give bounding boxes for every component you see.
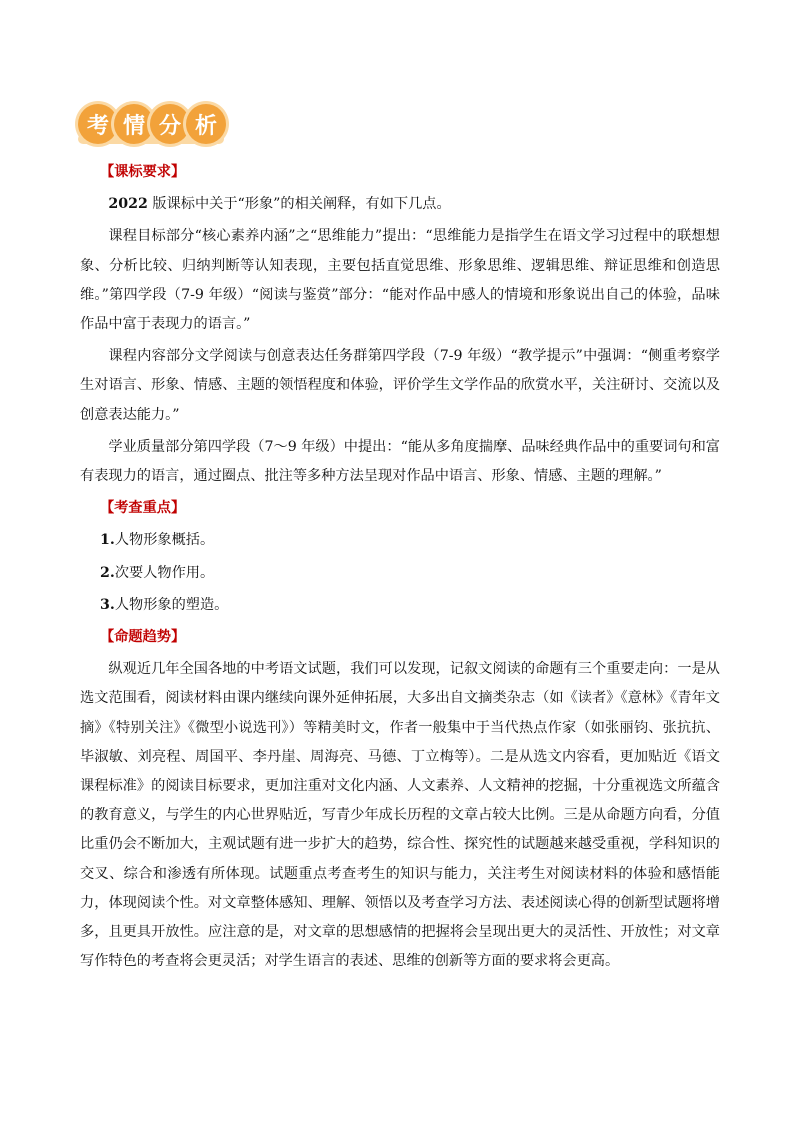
section-title-focus: 【考查重点】: [100, 500, 186, 517]
section-title-standard: 【课标要求】: [100, 164, 186, 180]
standard-paragraph-3: 学业质量部分第四学段（7～9 年级）中提出：“能从多角度揣摩、品味经典作品中的重要词句和富有表现力的语言，通过圈点、批注等多种方法呈现对作品中语言、形象、情感、主题的理解。”: [80, 438, 720, 485]
standard-intro: [80, 190, 720, 219]
main-content: [80, 156, 720, 979]
focus-item-number: 2.: [100, 564, 115, 581]
badge-char-3: 分: [150, 104, 190, 144]
focus-item-text: 人物形象的塑造。: [114, 596, 229, 613]
standard-intro-text: 版课标中关于“形象”的相关阐释，有如下几点。: [147, 196, 451, 213]
focus-item: [80, 591, 720, 620]
standard-paragraph-2: 课程内容部分文学阅读与创意表达任务群第四学段（7-9 年级）“教学提示”中强调：“侧重考察学生对语言、形象、情感、主题的领悟程度和体验，评价学生文学作品的欣赏水平，关注研讨、交流以及创意表达能力。”: [80, 348, 720, 423]
focus-item: [80, 559, 720, 588]
standard-intro-year: 2022: [108, 196, 148, 213]
focus-item-text: 人物形象概括。: [114, 532, 215, 549]
standard-paragraph-1: 课程目标部分“核心素养内涵”之“思维能力”提出：“思维能力是指学生在语文学习过程中的联想想象、分析比较、归纳判断等认知表现，主要包括直觉思维、形象思维、逻辑思维、辩证思维和创造思维。”第四学段（7-9 年级）“阅读与鉴赏”部分：“能对作品中感人的情境和形象说出自己的体验，品味作品中富于表现力的语言。”: [80, 228, 720, 333]
focus-item-text: 次要人物作用。: [114, 564, 215, 581]
focus-item: [80, 526, 720, 555]
focus-item-number: 1.: [100, 532, 115, 549]
badge-char-1: 考: [78, 104, 118, 144]
section-badge: [76, 100, 226, 150]
section-title-trend: 【命题趋势】: [100, 629, 186, 646]
trend-paragraph: 纵观近几年全国各地的中考语文试题，我们可以发现，记叙文阅读的命题有三个重要走向：一是从选文范围看，阅读材料由课内继续向课外延伸拓展，大多出自文摘类杂志（如《读者》《意林》《青年文摘》《特别关注》《微型小说选刊》）等精美时文，作者一般集中于当代热点作家（如张丽钧、张抗抗、毕淑敏、刘亮程、周国平、李丹崖、周海亮、马德、丁立梅等）。二是从选文内容看，更加贴近《语文课程标准》的阅读目标要求，更加注重对文化内涵、人文素养、人文精神的挖掘，十分重视选文所蕴含的教育意义，与学生的内心世界贴近，写青少年成长历程的文章占较大比例。三是从命题方向看，分值比重仍会不断加大，主观试题有进一步扩大的趋势，综合性、探究性的试题越来越受重视，学科知识的交叉、综合和渗透有所体现。试题重点考查考生的知识与能力，关注考生对阅读材料的体验和感悟能力，体现阅读个性。对文章整体感知、理解、领悟以及考查学习方法、表述阅读心得的创新型试题将增多，且更具开放性。应注意的是，对文章的思想感情的把握将会呈现出更大的灵活性、开放性；对文章写作特色的考查将会更灵活；对学生语言的表述、思维的创新等方面的要求将会更高。: [80, 661, 720, 970]
focus-item-number: 3.: [100, 596, 115, 613]
badge-char-4: 析: [186, 104, 226, 144]
badge-char-2: 情: [114, 104, 154, 144]
